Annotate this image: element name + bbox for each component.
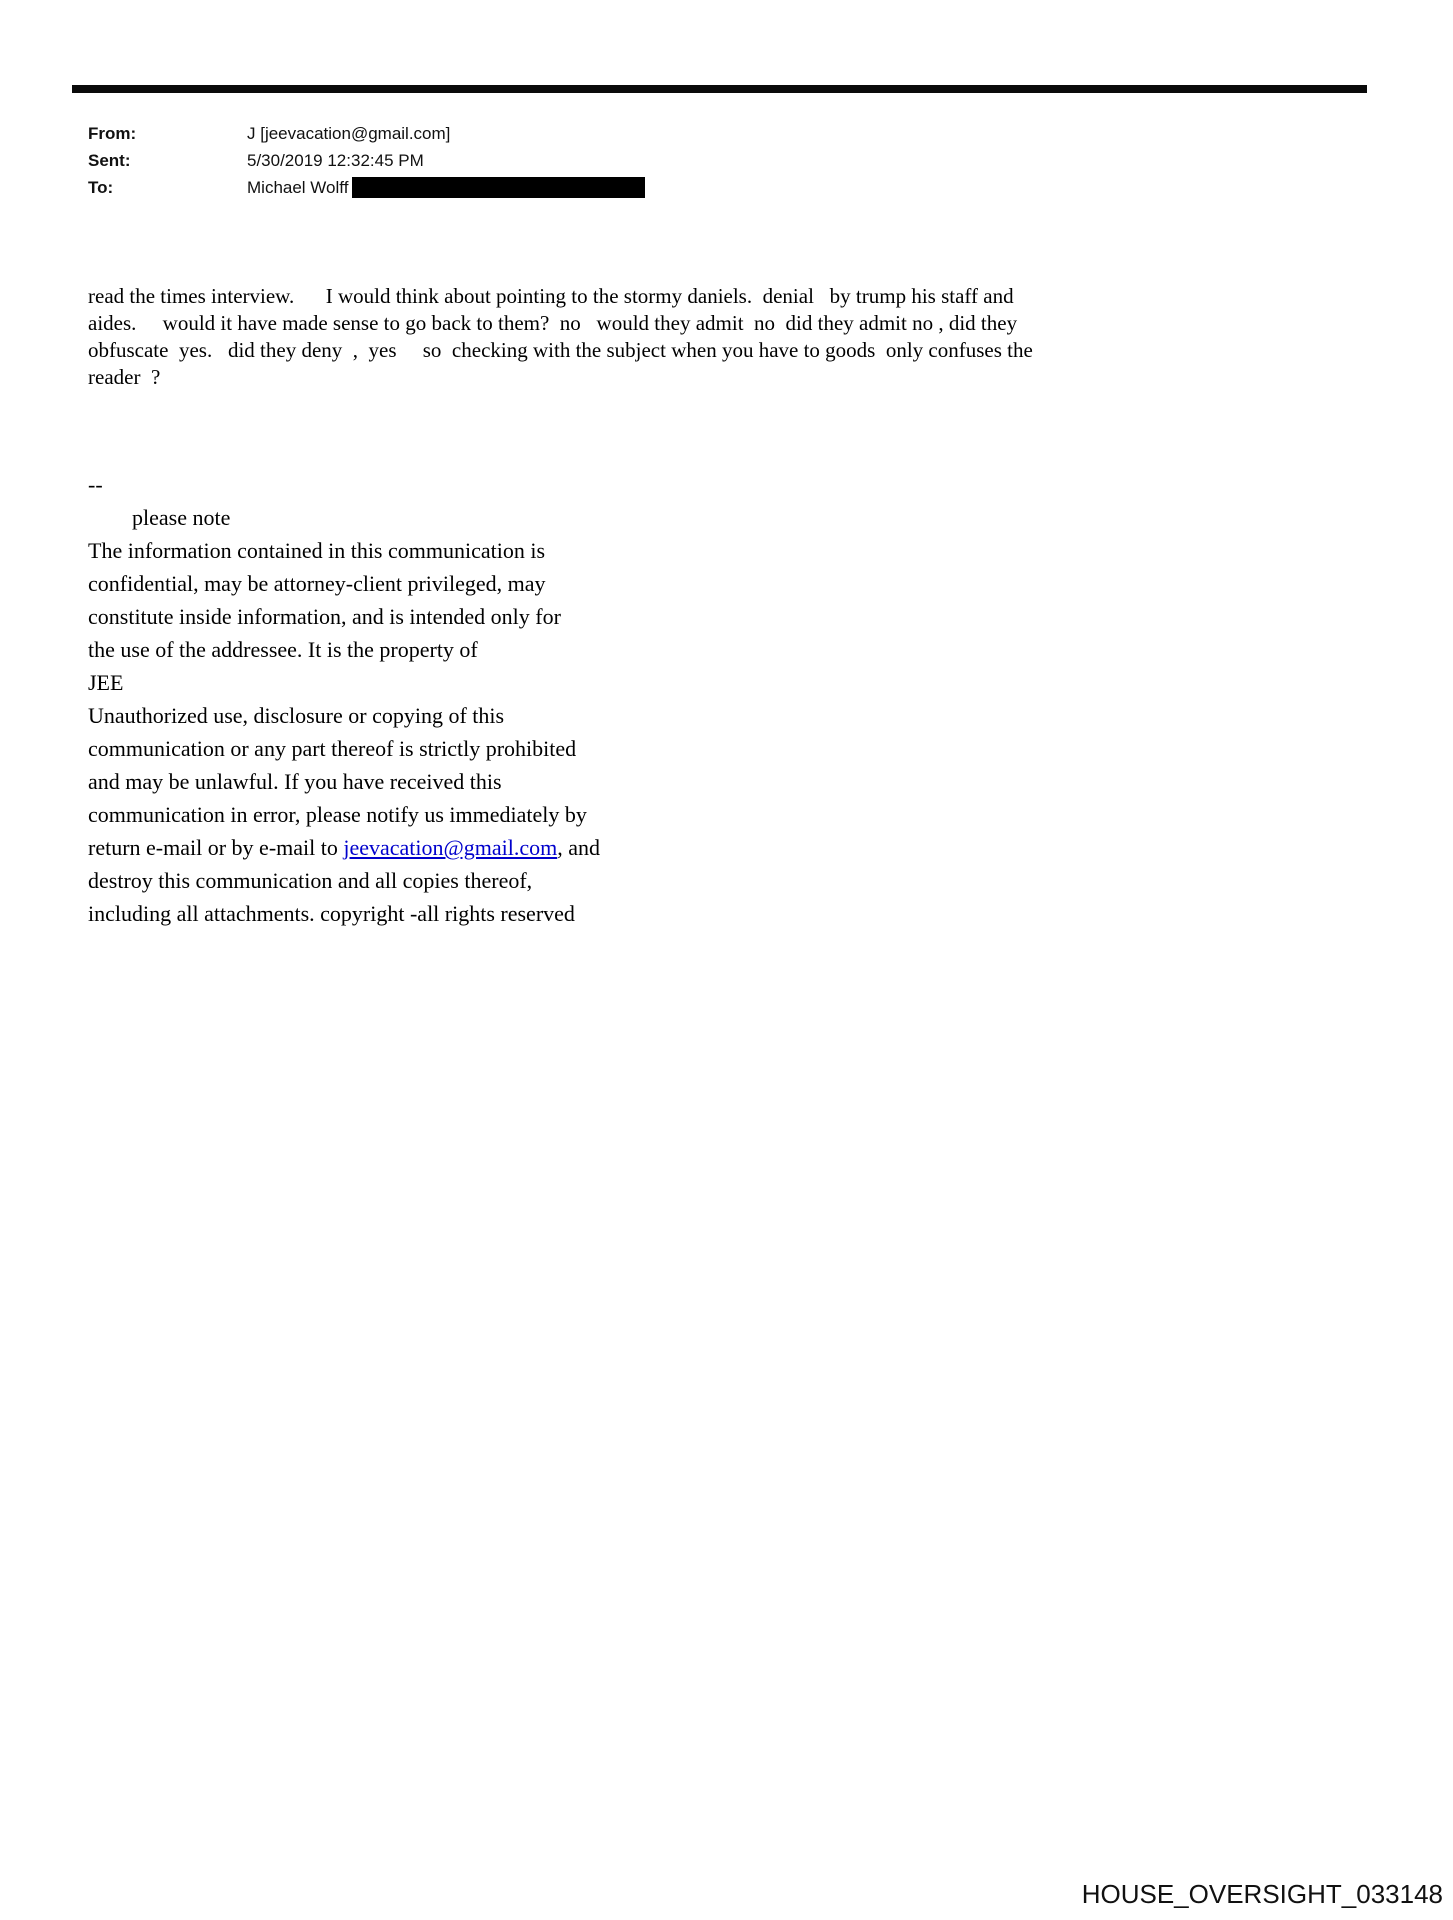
- signature-text-after-link: , and destroy this communication and all copies thereof, including all attachments. copyright -all rights reserved: [88, 835, 601, 926]
- sent-label: Sent:: [88, 151, 131, 170]
- header-row-from: [88, 122, 645, 149]
- sent-value: 5/30/2019 12:32:45 PM: [247, 151, 424, 170]
- header-row-to: [88, 176, 645, 203]
- header-row-sent: [88, 149, 645, 176]
- email-header: [88, 122, 645, 203]
- header-divider-rule: [72, 85, 1367, 93]
- signature-block: [88, 468, 988, 930]
- to-recipient-name: Michael Wolff: [247, 178, 349, 197]
- signature-email-link[interactable]: jeevacation@gmail.com: [343, 835, 558, 860]
- from-value: J [jeevacation@gmail.com]: [247, 124, 451, 143]
- from-label: From:: [88, 124, 137, 143]
- email-body-text: read the times interview. I would think about pointing to the stormy daniels. denial by trump his staff and aides. would it have made sense to go back to them? no would they admit no did they admit no , did they obfuscate yes. did they deny , yes so checking with the subject when you have to goods only confuses the reader ?: [88, 284, 1033, 389]
- to-value: [247, 176, 645, 199]
- to-label: To:: [88, 178, 114, 197]
- bates-number: HOUSE_OVERSIGHT_033148: [1081, 1879, 1443, 1909]
- redaction-bar: [352, 177, 645, 198]
- signature-text-before-link: -- please note The information contained in this communication is confidential, may be attorney-client privileged, may constitute inside information, and is intended only for the use of the addressee. It is the property of JEE Unauthorized use, disclosure or copying of this communication or any part thereof is strictly prohibited and may be unlawful. If you have received this communication in error, please notify us immediately by return e-mail or by e-mail to: [88, 472, 587, 860]
